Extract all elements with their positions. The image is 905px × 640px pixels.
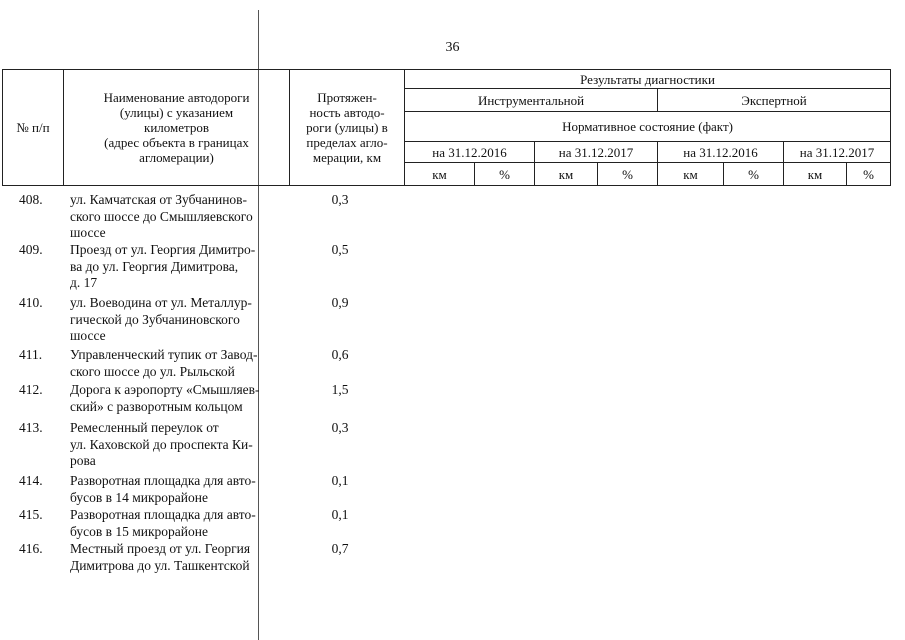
row-number: 413. — [19, 420, 43, 435]
row-number: 414. — [19, 473, 43, 488]
road-name: Управленческий тупик от Завод- ского шоссе до ул. Рыльской — [70, 347, 258, 379]
road-length: 0,3 — [331, 420, 349, 435]
expert-header: Экспертной — [658, 89, 891, 112]
date-header: на 31.12.2016 — [658, 142, 784, 163]
unit-header: км — [535, 163, 598, 186]
unit-header: км — [658, 163, 724, 186]
road-length: 0,6 — [331, 347, 349, 362]
road-length: 1,5 — [331, 382, 349, 397]
road-length: 0,9 — [331, 295, 349, 310]
road-name: Разворотная площадка для авто- бусов в 15 микрорайоне — [70, 507, 256, 539]
unit-header: % — [598, 163, 658, 186]
row-number: 408. — [19, 192, 43, 207]
date-header: на 31.12.2016 — [405, 142, 535, 163]
road-name: Разворотная площадка для авто- бусов в 14 микрорайоне — [70, 473, 256, 505]
num-column-header: № п/п — [3, 70, 64, 186]
road-length: 0,1 — [331, 473, 349, 488]
unit-header: % — [475, 163, 535, 186]
diagnostics-table-header — [2, 69, 891, 186]
road-length: 0,3 — [331, 192, 349, 207]
unit-header: % — [847, 163, 891, 186]
row-number: 409. — [19, 242, 43, 257]
road-name: Дорога к аэропорту «Смышляев- ский» с разворотным кольцом — [70, 382, 260, 414]
road-name: Проезд от ул. Георгия Димитро- ва до ул. Георгия Димитрова, д. 17 — [70, 242, 256, 290]
road-length: 0,1 — [331, 507, 349, 522]
row-number: 412. — [19, 382, 43, 397]
results-header: Результаты диагностики — [405, 70, 891, 89]
road-length: 0,5 — [331, 242, 349, 257]
row-number: 411. — [19, 347, 43, 362]
road-name: ул. Камчатская от Зубчанинов- ского шоссе до Смышляевского шоссе — [70, 192, 253, 240]
road-name: Местный проезд от ул. Георгия Димитрова до ул. Ташкентской — [70, 541, 251, 573]
road-length: 0,7 — [331, 541, 349, 556]
unit-header: % — [724, 163, 784, 186]
length-column-header: Протяжен- ность автодо- роги (улицы) в пределах агло- мерации, км — [290, 70, 405, 186]
road-name: Ремесленный переулок от ул. Каховской до проспекта Ки- рова — [70, 420, 253, 468]
row-number: 416. — [19, 541, 43, 556]
normative-header: Нормативное состояние (факт) — [405, 112, 891, 142]
unit-header: км — [405, 163, 475, 186]
date-header: на 31.12.2017 — [535, 142, 658, 163]
row-number: 415. — [19, 507, 43, 522]
row-number: 410. — [19, 295, 43, 310]
unit-header: км — [784, 163, 847, 186]
name-column-header: Наименование автодороги (улицы) с указанием километров (адрес объекта в границах агломерации) — [64, 70, 290, 186]
instrumental-header: Инструментальной — [405, 89, 658, 112]
date-header: на 31.12.2017 — [784, 142, 891, 163]
page-number: 36 — [445, 40, 460, 55]
road-name: ул. Воеводина от ул. Металлур- гической до Зубчаниновского шоссе — [70, 295, 252, 343]
